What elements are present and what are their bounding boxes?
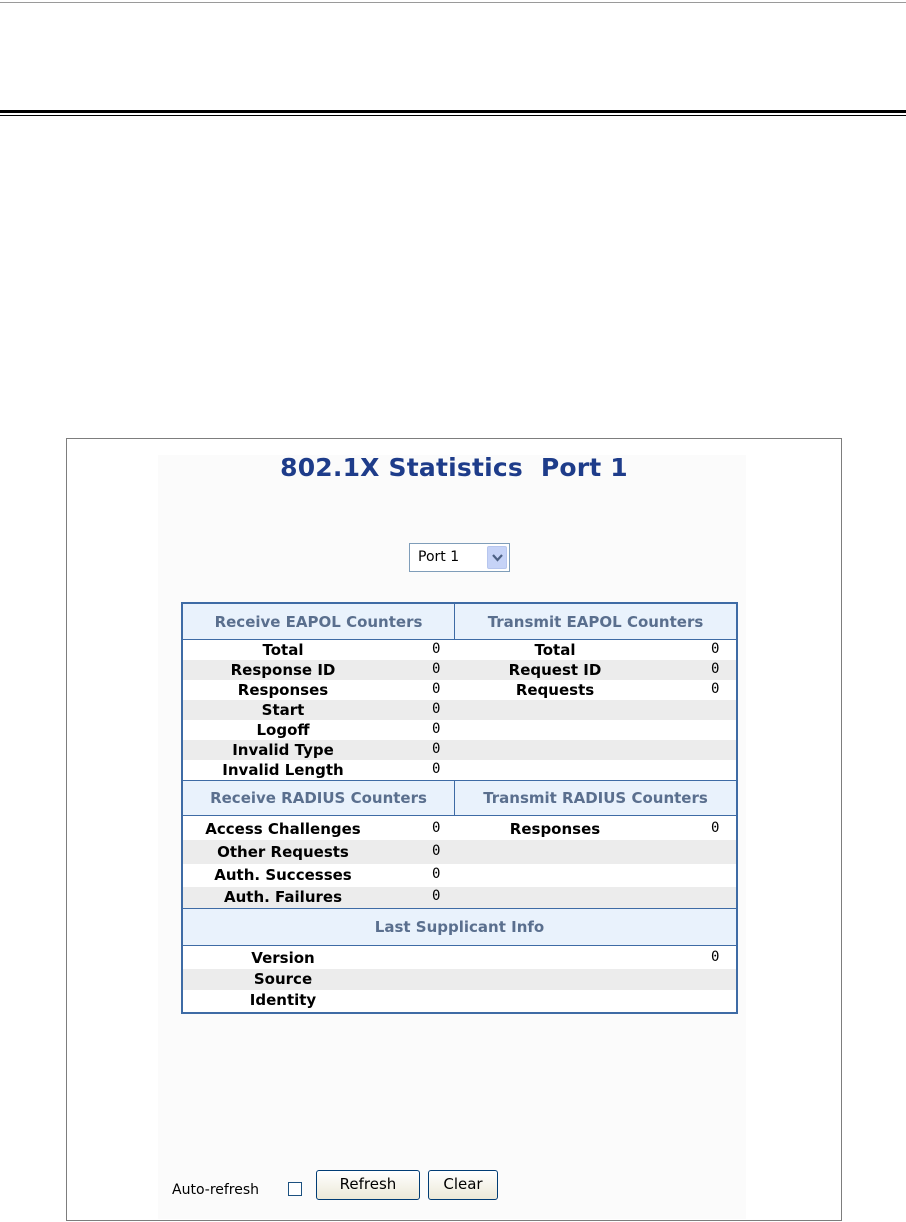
tx-eapol-value: 0 bbox=[711, 641, 720, 657]
radius-header-row bbox=[183, 780, 736, 816]
eapol-header-row bbox=[183, 604, 736, 640]
port-select-dropdown-button[interactable] bbox=[487, 546, 507, 569]
rx-eapol-value: 0 bbox=[432, 661, 441, 677]
tx-eapol-label: Requests bbox=[515, 681, 595, 699]
receive-radius-header: Receive RADIUS Counters bbox=[210, 789, 427, 807]
rx-eapol-value: 0 bbox=[432, 641, 441, 657]
control-bar bbox=[172, 1170, 572, 1206]
header-rule bbox=[0, 110, 906, 113]
tx-eapol-label: Request ID bbox=[508, 661, 602, 679]
rx-radius-label: Access Challenges bbox=[205, 820, 361, 838]
refresh-button[interactable]: Refresh bbox=[316, 1170, 420, 1200]
table-row bbox=[183, 990, 736, 1012]
chevron-down-icon bbox=[492, 554, 503, 562]
rx-eapol-value: 0 bbox=[432, 721, 441, 737]
tx-eapol-label: Total bbox=[534, 641, 576, 659]
supplicant-label: Source bbox=[253, 970, 313, 988]
table-row bbox=[183, 720, 736, 740]
rx-radius-value: 0 bbox=[432, 820, 441, 836]
table-row bbox=[183, 640, 736, 660]
rx-radius-value: 0 bbox=[432, 888, 441, 904]
table-row bbox=[183, 946, 736, 969]
table-row bbox=[183, 700, 736, 720]
header-rule-thin bbox=[0, 115, 906, 116]
table-row bbox=[183, 660, 736, 680]
page-title-port: Port 1 bbox=[540, 453, 628, 482]
supplicant-value: 0 bbox=[711, 949, 720, 965]
rx-eapol-value: 0 bbox=[432, 761, 441, 777]
rx-eapol-value: 0 bbox=[432, 681, 441, 697]
rx-eapol-label: Total bbox=[262, 641, 304, 659]
rx-radius-label: Auth. Successes bbox=[214, 866, 352, 884]
tx-eapol-value: 0 bbox=[711, 681, 720, 697]
tx-radius-label: Responses bbox=[509, 820, 601, 838]
tx-radius-value: 0 bbox=[711, 820, 720, 836]
rx-eapol-label: Start bbox=[261, 701, 305, 719]
statistics-table bbox=[181, 602, 738, 1014]
rx-radius-label: Auth. Failures bbox=[223, 888, 342, 906]
supplicant-label: Version bbox=[251, 949, 315, 967]
page-title bbox=[66, 453, 842, 482]
port-select[interactable] bbox=[409, 543, 510, 572]
table-row bbox=[183, 680, 736, 700]
rx-eapol-label: Invalid Length bbox=[222, 761, 344, 779]
port-select-value: Port 1 bbox=[418, 549, 460, 565]
rx-eapol-label: Logoff bbox=[256, 721, 310, 739]
page-title-text: 802.1X Statistics bbox=[280, 453, 523, 482]
rx-eapol-label: Responses bbox=[237, 681, 329, 699]
rx-eapol-label: Response ID bbox=[230, 661, 336, 679]
table-row bbox=[183, 740, 736, 760]
rx-eapol-value: 0 bbox=[432, 741, 441, 757]
table-row bbox=[183, 969, 736, 990]
table-row bbox=[183, 864, 736, 887]
supplicant-label: Identity bbox=[249, 991, 317, 1009]
rx-eapol-label: Invalid Type bbox=[232, 741, 334, 759]
top-rule bbox=[0, 2, 906, 3]
rx-radius-value: 0 bbox=[432, 866, 441, 882]
rx-radius-label: Other Requests bbox=[217, 843, 349, 861]
rx-eapol-value: 0 bbox=[432, 701, 441, 717]
receive-eapol-header: Receive EAPOL Counters bbox=[214, 613, 423, 631]
table-row bbox=[183, 840, 736, 864]
rx-radius-value: 0 bbox=[432, 843, 441, 859]
transmit-radius-header: Transmit RADIUS Counters bbox=[483, 789, 708, 807]
table-row bbox=[183, 887, 736, 908]
table-row bbox=[183, 816, 736, 840]
clear-button[interactable]: Clear bbox=[428, 1170, 498, 1200]
tx-eapol-value: 0 bbox=[711, 661, 720, 677]
auto-refresh-checkbox[interactable] bbox=[288, 1182, 302, 1196]
transmit-eapol-header: Transmit EAPOL Counters bbox=[487, 613, 704, 631]
auto-refresh-label: Auto-refresh bbox=[172, 1182, 260, 1198]
supplicant-header: Last Supplicant Info bbox=[374, 918, 545, 936]
table-row bbox=[183, 760, 736, 780]
supplicant-header-row bbox=[183, 908, 736, 946]
